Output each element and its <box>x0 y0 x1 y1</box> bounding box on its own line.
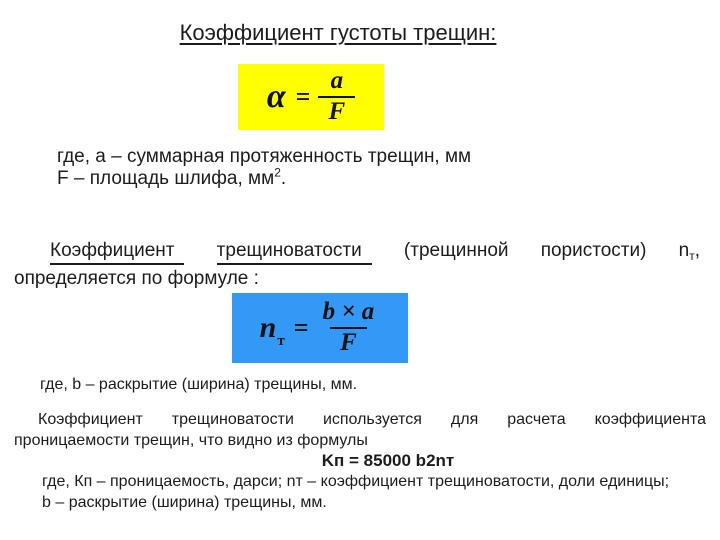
slide-title: Коэффициент густоты трещин: <box>179 20 497 45</box>
formula-alpha-equals: = <box>295 82 311 111</box>
squared-superscript: 2 <box>274 165 281 180</box>
usage-paragraph-line3: где, Кп – проницаемость, дарси; nт – коэффициент трещиноватости, доли единицы; <box>42 473 670 490</box>
formula-nt-lhs-base: n <box>259 311 277 344</box>
term-porosity-close-paren: пористости) <box>540 240 647 261</box>
nt-definition-line: где, b – раскрытие (ширина) трещины, мм. <box>40 376 358 393</box>
term-fracture-open-paren: (трещинной <box>403 240 509 261</box>
alpha-definitions <box>57 146 471 190</box>
formula-nt-equals: = <box>293 313 309 342</box>
coefficient-paragraph-line2: определяется по формуле : <box>14 268 259 289</box>
term-fracturing: трещиноватости <box>217 240 372 265</box>
nt-symbol-subscript: т <box>689 249 695 263</box>
formula-nt-box <box>232 293 408 363</box>
usage-paragraph-line2: проницаемости трещин, что видно из формулы <box>14 432 368 449</box>
usage-paragraph-line1: Коэффициент трещиноватости используется для расчета коэффициента <box>38 411 706 428</box>
coefficient-paragraph-line1 <box>14 240 700 267</box>
formula-alpha-box <box>238 64 384 130</box>
alpha-definition-line2 <box>57 165 471 190</box>
formula-alpha-fraction <box>318 67 355 127</box>
alpha-definition-line2-period: . <box>280 168 287 189</box>
alpha-definition-line1: где, а – суммарная протяженность трещин, мм <box>57 146 472 167</box>
term-coefficient: Коэффициент <box>50 240 184 265</box>
formula-nt-lhs <box>259 311 285 349</box>
formula-alpha-denominator: F <box>318 96 355 127</box>
nt-symbol-base: n <box>678 240 690 261</box>
alpha-definition-line2-text: F – площадь шлифа, мм <box>57 168 275 189</box>
formula-alpha-lhs: α <box>266 78 286 115</box>
usage-paragraph-line4: b – раскрытие (ширина) трещины, мм. <box>42 494 327 511</box>
formula-nt-numerator: b × a <box>322 298 375 326</box>
nt-symbol <box>679 240 700 267</box>
formula-alpha-numerator: a <box>330 67 344 95</box>
nt-symbol-comma: , <box>694 240 700 261</box>
formula-nt-lhs-subscript: т <box>277 333 285 349</box>
formula-nt-denominator: F <box>330 327 367 358</box>
permeability-formula: Kп = 85000 b2nт <box>321 451 455 470</box>
coefficient-paragraph <box>14 240 700 290</box>
formula-nt-fraction <box>317 298 381 358</box>
